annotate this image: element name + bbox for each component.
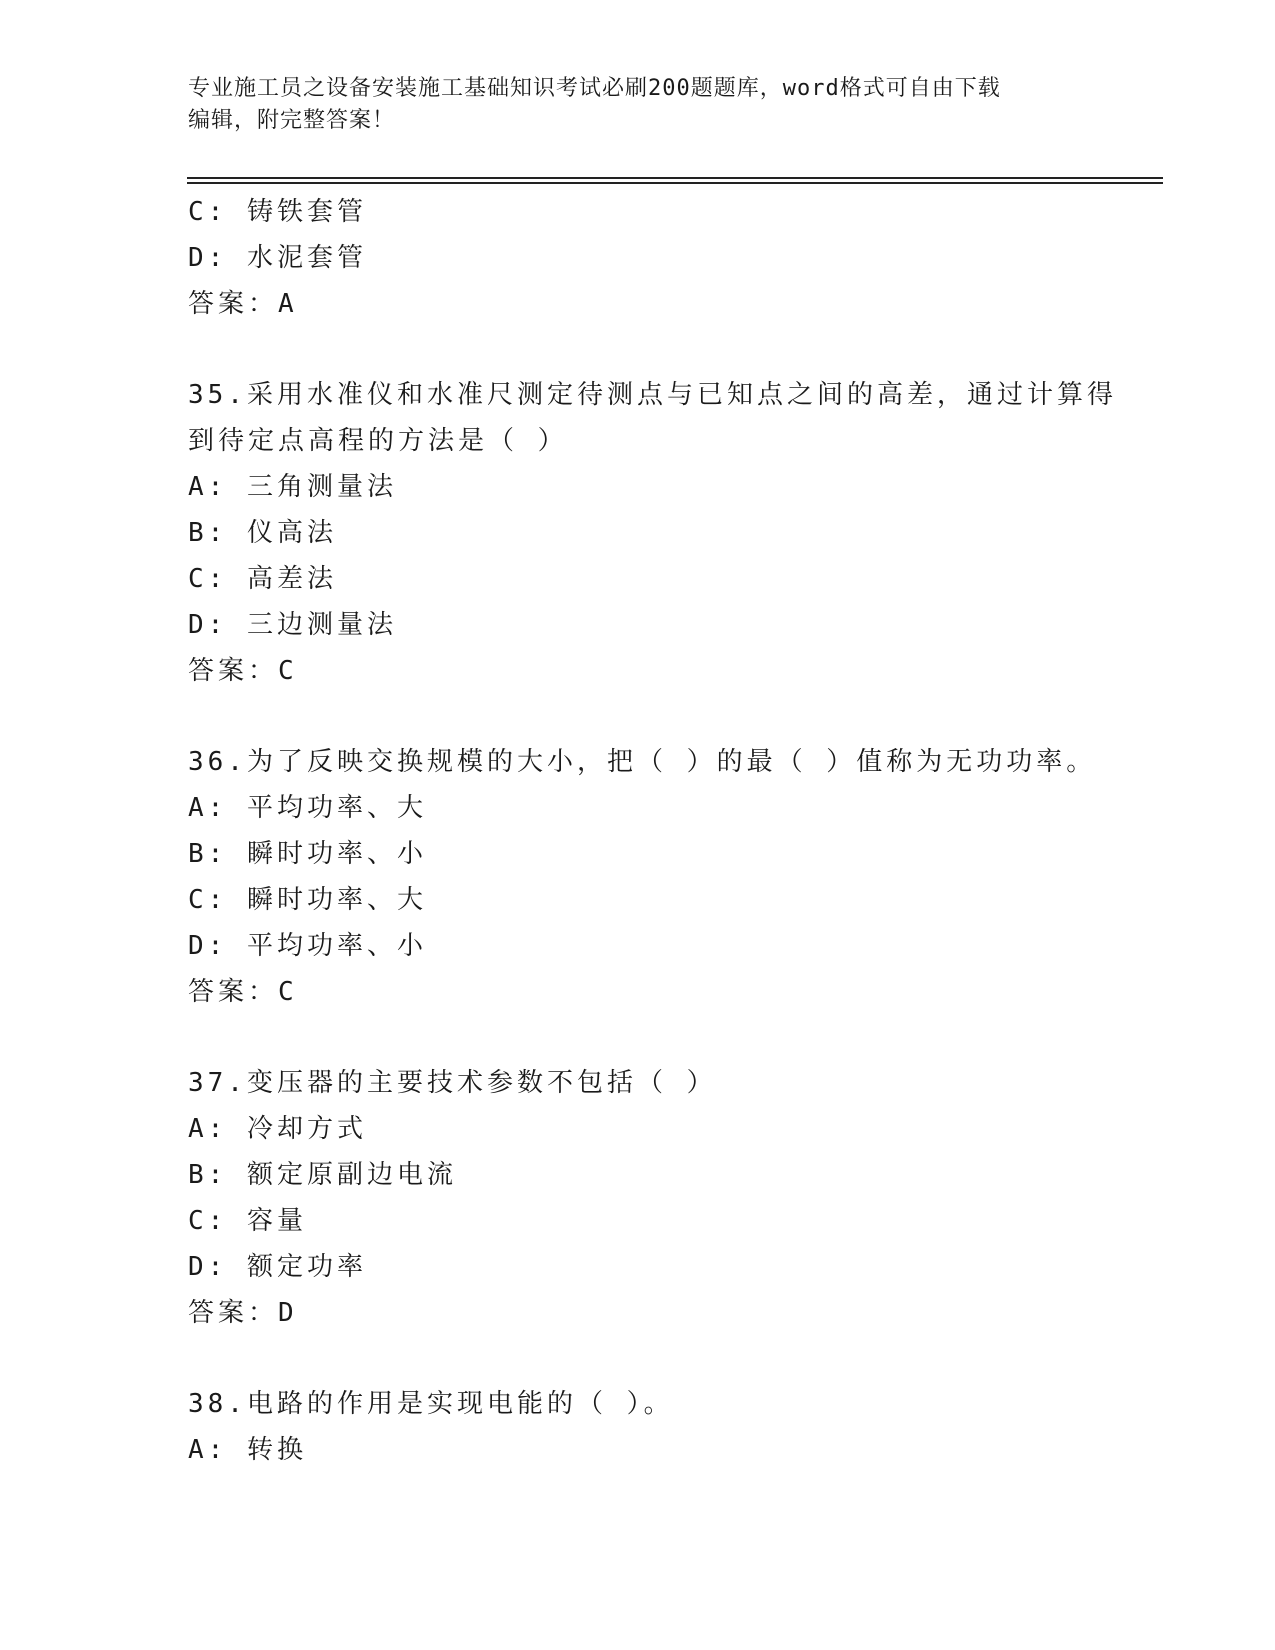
question-list — [188, 189, 1148, 1473]
answer-label: 答案：A — [188, 289, 298, 319]
question-38 — [188, 1381, 1148, 1473]
option-c: C: 铸铁套管 — [188, 197, 367, 227]
option-a: A: 转换 — [188, 1435, 307, 1465]
option-d: D: 三边测量法 — [188, 610, 397, 640]
option-a: A: 三角测量法 — [188, 472, 397, 502]
question-34-continued — [188, 189, 1148, 327]
question-spacer — [188, 1336, 1148, 1381]
question-spacer — [188, 327, 1148, 372]
option-c: C: 高差法 — [188, 564, 337, 594]
option-b: B: 瞬时功率、小 — [188, 839, 427, 869]
question-stem-line-1: 38.电路的作用是实现电能的（ ）。 — [188, 1389, 674, 1419]
option-a: A: 冷却方式 — [188, 1114, 367, 1144]
option-a: A: 平均功率、大 — [188, 793, 427, 823]
option-d: D: 水泥套管 — [188, 243, 367, 273]
option-d: D: 平均功率、小 — [188, 931, 427, 961]
question-stem-line-2: 到待定点高程的方法是（ ） — [188, 426, 568, 456]
header-title-line-2: 编辑，附完整答案！ — [188, 108, 396, 133]
question-spacer — [188, 1015, 1148, 1060]
answer-label: 答案：C — [188, 977, 298, 1007]
option-c: C: 瞬时功率、大 — [188, 885, 427, 915]
option-d: D: 额定功率 — [188, 1252, 367, 1282]
option-c: C: 容量 — [188, 1206, 307, 1236]
question-stem-line-1: 35.采用水准仪和水准尺测定待测点与已知点之间的高差，通过计算得 — [188, 380, 1117, 410]
answer-label: 答案：C — [188, 656, 298, 686]
question-35 — [188, 372, 1148, 694]
option-b: B: 仪高法 — [188, 518, 337, 548]
header-divider-bottom — [187, 182, 1163, 184]
question-spacer — [188, 694, 1148, 739]
question-36 — [188, 739, 1148, 1015]
header-divider-top — [187, 177, 1163, 179]
question-stem-line-1: 37.变压器的主要技术参数不包括（ ） — [188, 1068, 717, 1098]
document-header — [188, 73, 1088, 137]
option-b: B: 额定原副边电流 — [188, 1160, 457, 1190]
answer-label: 答案：D — [188, 1298, 298, 1328]
question-37 — [188, 1060, 1148, 1336]
question-stem-line-1: 36.为了反映交换规模的大小，把（ ）的最（ ）值称为无功功率。 — [188, 747, 1097, 777]
header-title-line-1: 专业施工员之设备安装施工基础知识考试必刷200题题库，word格式可自由下载 — [188, 76, 1001, 101]
